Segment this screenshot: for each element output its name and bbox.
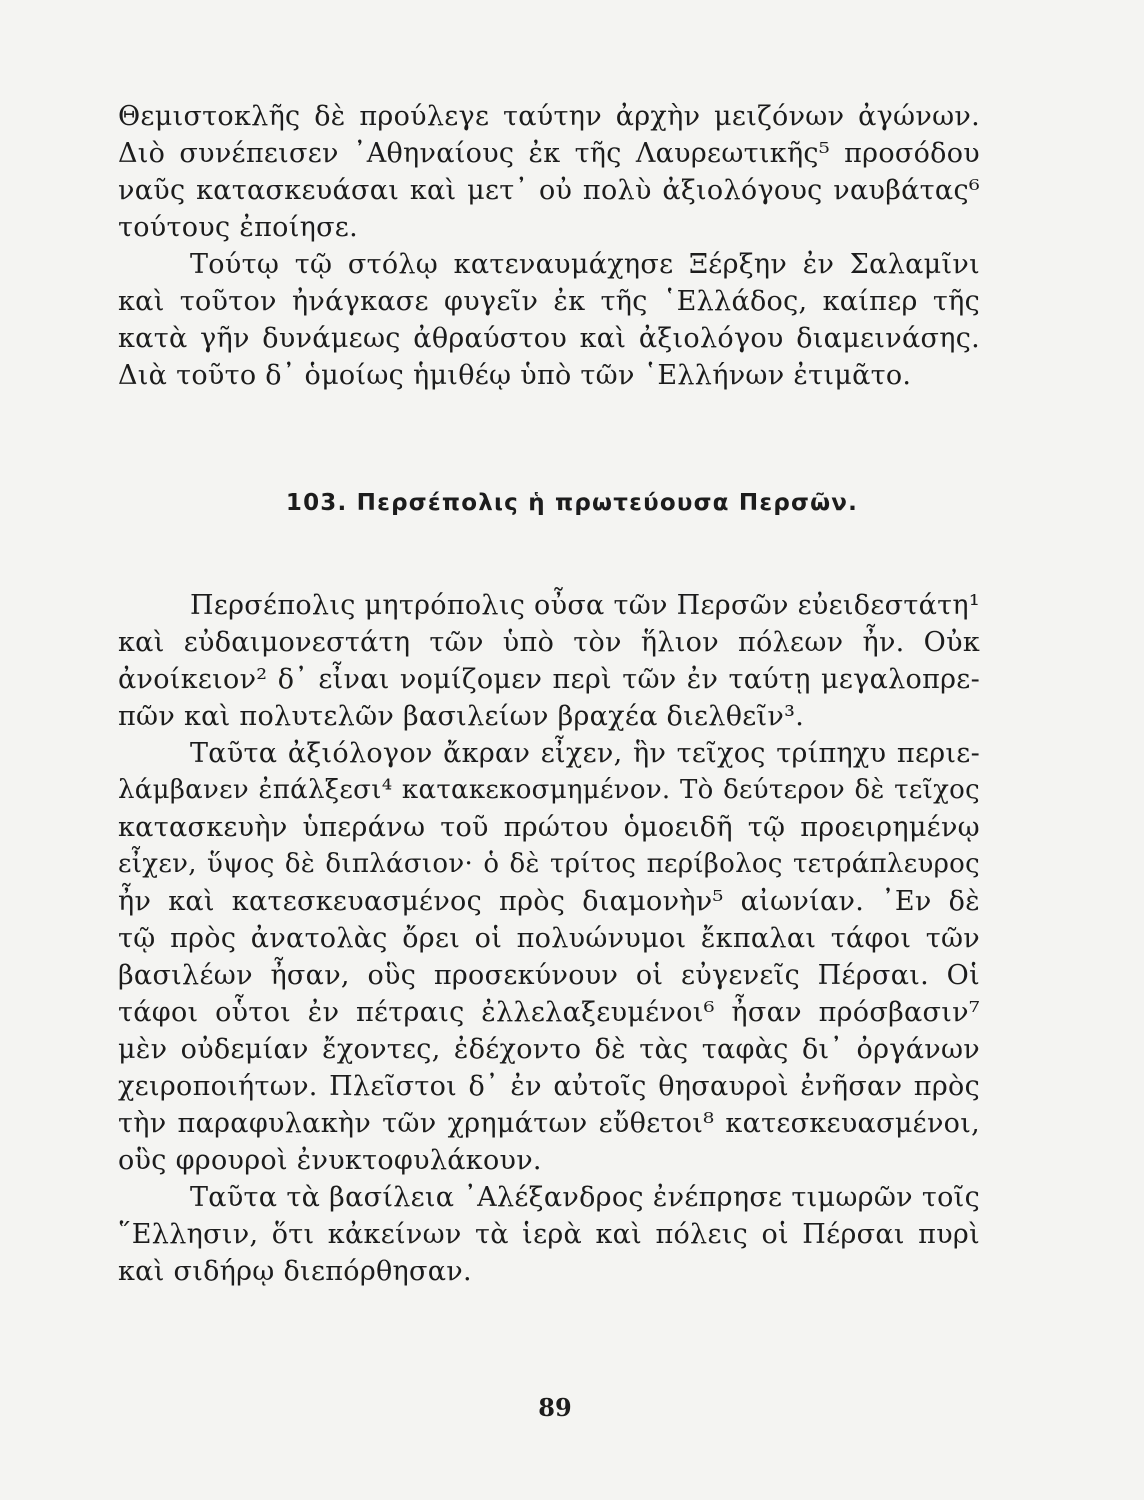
text-line: εἶχεν, ὕψος δὲ διπλάσιον· ὁ δὲ τρίτος περίβολος τετράπλευρος (118, 849, 980, 879)
text-line: Τούτῳ τῷ στόλῳ κατεναυμάχησε Ξέρξην ἐν Σαλαμῖνι (190, 249, 980, 280)
text-line: Διὰ τοῦτο δ᾿ ὁμοίως ἡμιθέῳ ὑπὸ τῶν ῾Ελλήνων ἐτιμᾶτο. (118, 360, 912, 391)
text-line: Διὸ συνέπεισεν ᾿Αθηναίους ἐκ τῆς Λαυρεωτικῆς⁵ προσόδου (118, 138, 980, 169)
section-heading: 103. Περσέπολις ἡ πρωτεύουσα Περσῶν. (285, 490, 859, 516)
text-line: τῷ πρὸς ἀνατολὰς ὄρει οἱ πολυώνυμοι ἔκπαλαι τάφοι τῶν (118, 923, 980, 954)
text-line: οὓς φρουροὶ ἐνυκτοφυλάκουν. (118, 1145, 542, 1176)
text-line: κατὰ γῆν δυνάμεως ἀθραύστου καὶ ἀξιολόγου διαμεινάσης. (118, 323, 980, 354)
text-line: λάμβανεν ἐπάλξεσι⁴ κατακεκοσμημένον. Τὸ δεύτερον δὲ τεῖχος (118, 775, 980, 805)
text-line: Θεμιστοκλῆς δὲ προύλεγε ταύτην ἀρχὴν μειζόνων ἀγώνων. (118, 101, 980, 132)
intro-paragraphs (118, 98, 980, 394)
page-number: 89 (538, 1393, 572, 1422)
text-line: τούτους ἐποίησε. (118, 212, 358, 243)
text-line: καὶ εὐδαιμονεστάτη τῶν ὑπὸ τὸν ἥλιον πόλεων ἦν. Οὐκ (118, 627, 980, 658)
text-line: μὲν οὐδεμίαν ἔχοντες, ἐδέχοντο δὲ τὰς ταφὰς δι᾿ ὀργάνων (118, 1034, 980, 1065)
text-line: πῶν καὶ πολυτελῶν βασιλείων βραχέα διελθεῖν³. (118, 701, 805, 732)
text-line: καὶ σιδήρῳ διεπόρθησαν. (118, 1256, 472, 1287)
text-line: ἀνοίκειον² δ᾿ εἶναι νομίζομεν περὶ τῶν ἐν ταύτῃ μεγαλοπρε- (118, 664, 980, 695)
text-line: καὶ τοῦτον ἠνάγκασε φυγεῖν ἐκ τῆς ῾Ελλάδος, καίπερ τῆς (118, 286, 980, 317)
text-line: τάφοι οὗτοι ἐν πέτραις ἐλλελαξευμένοι⁶ ἦσαν πρόσβασιν⁷ (118, 997, 980, 1028)
text-line: τὴν παραφυλακὴν τῶν χρημάτων εὔθετοι⁸ κατεσκευασμένοι, (118, 1108, 980, 1139)
text-line: χειροποιήτων. Πλεῖστοι δ᾿ ἐν αὐτοῖς θησαυροὶ ἐνῆσαν πρὸς (118, 1071, 980, 1102)
text-line: Περσέπολις μητρόπολις οὖσα τῶν Περσῶν εὐειδεστάτη¹ (190, 590, 980, 621)
text-line: Ταῦτα ἀξιόλογον ἄκραν εἶχεν, ἣν τεῖχος τρίπηχυ περιε- (190, 738, 980, 769)
text-line: βασιλέων ἦσαν, οὓς προσεκύνουν οἱ εὐγενεῖς Πέρσαι. Οἱ (118, 960, 980, 991)
text-line: ναῦς κατασκευάσαι καὶ μετ᾿ οὐ πολὺ ἀξιολόγους ναυβάτας⁶ (118, 175, 980, 206)
text-line: κατασκευὴν ὑπεράνω τοῦ πρώτου ὁμοειδῆ τῷ προειρημένῳ (118, 812, 980, 843)
text-line: Ταῦτα τὰ βασίλεια ᾿Αλέξανδρος ἐνέπρησε τιμωρῶν τοῖς (190, 1182, 980, 1213)
body-paragraphs (118, 587, 980, 1290)
text-line: ῞Ελλησιν, ὅτι κἀκείνων τὰ ἱερὰ καὶ πόλεις οἱ Πέρσαι πυρὶ (118, 1219, 980, 1250)
text-line: ἦν καὶ κατεσκευασμένος πρὸς διαμονὴν⁵ αἰωνίαν. ᾿Εν δὲ (118, 886, 980, 917)
